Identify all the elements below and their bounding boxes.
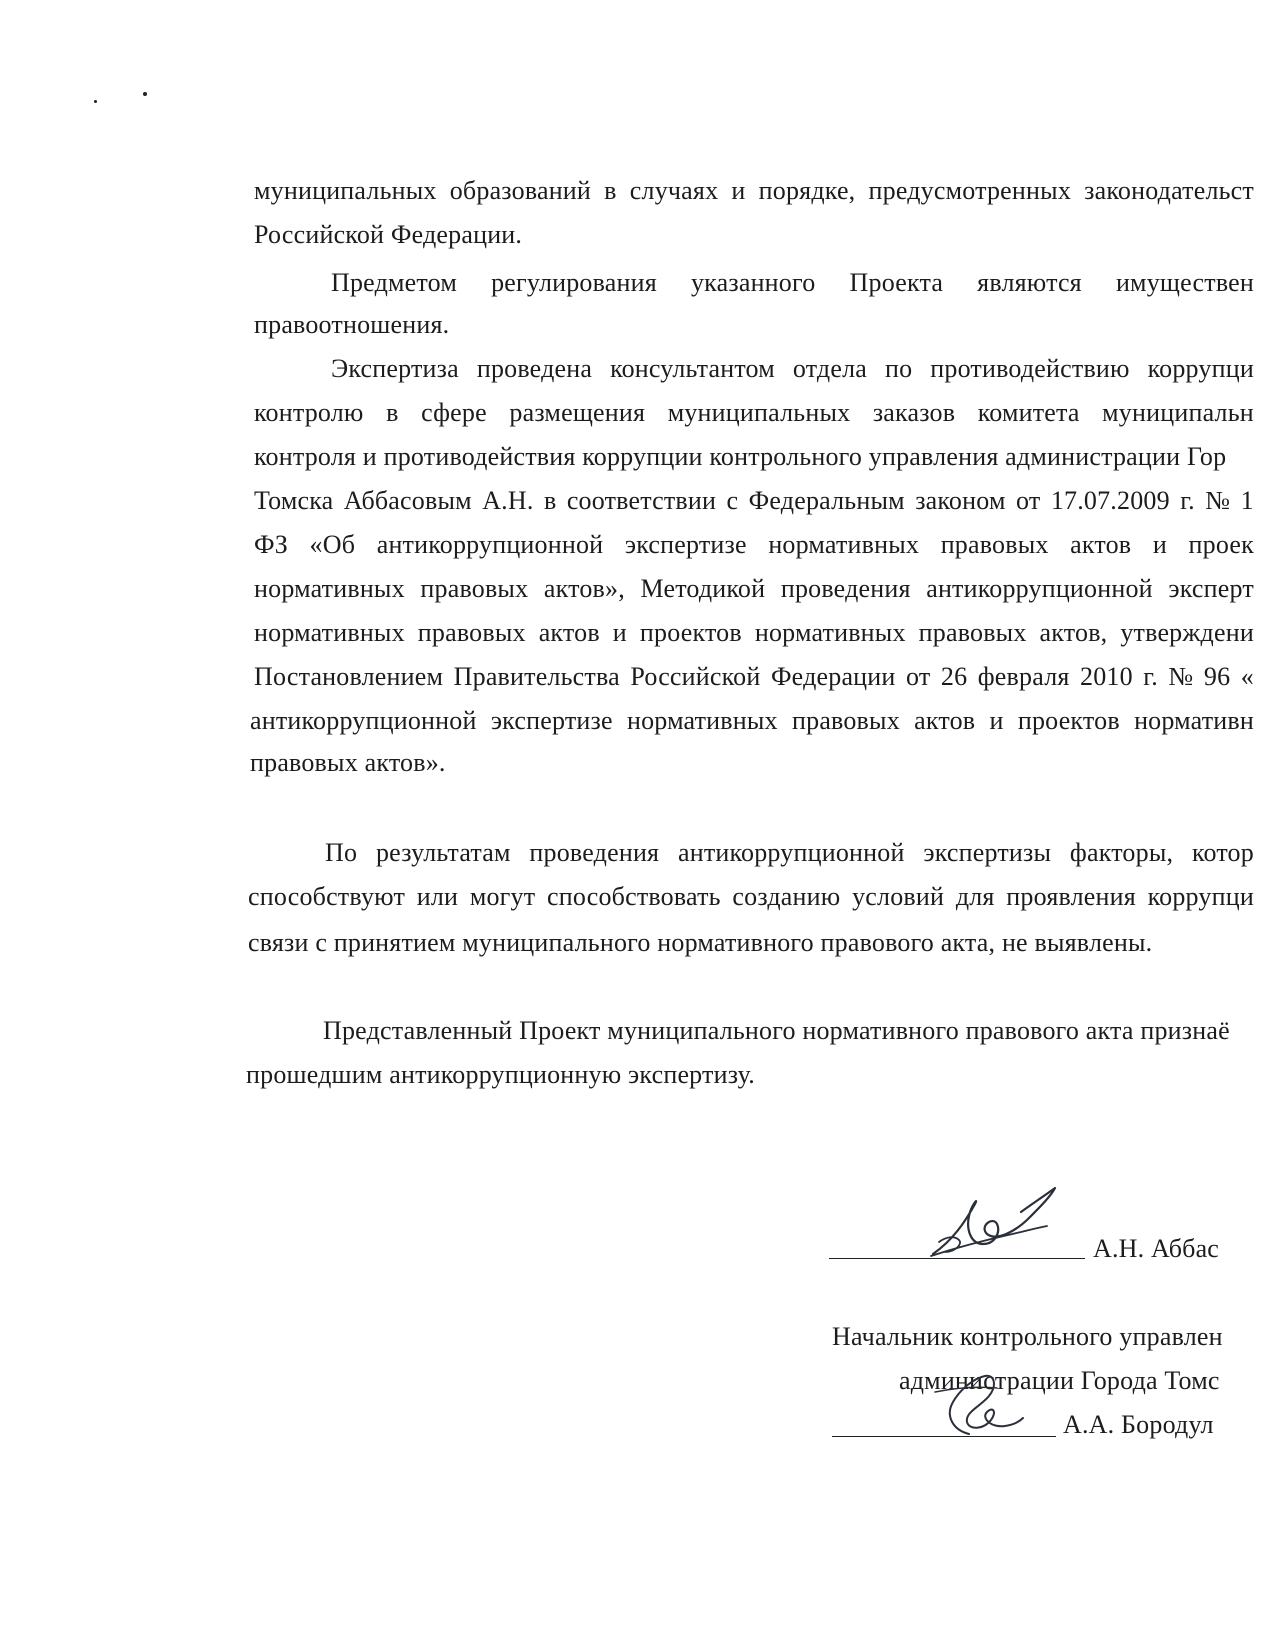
signature-line-2 xyxy=(832,1436,1056,1437)
word: в xyxy=(386,398,399,427)
word: антикоррупционной xyxy=(250,706,477,735)
word: муниципальных xyxy=(667,398,851,427)
word: созданию xyxy=(732,882,841,911)
word: февраля xyxy=(977,662,1070,691)
word: проектов xyxy=(1017,706,1120,735)
word: в xyxy=(543,486,557,515)
word: актов», xyxy=(543,574,625,603)
word: антикоррупционной xyxy=(677,838,905,867)
signatory-title-line-2: администрации Города Томс xyxy=(899,1366,1220,1395)
word: случаях xyxy=(629,176,719,205)
paragraph-expertise-line-1 xyxy=(331,354,1254,384)
word: г. xyxy=(1143,662,1158,691)
word: результатам xyxy=(375,838,511,867)
paragraph-results-line-1 xyxy=(325,838,1254,868)
word: г. xyxy=(1180,486,1195,515)
word: А.Н. xyxy=(482,486,534,515)
word: и xyxy=(989,706,1004,735)
paragraph-conclusion-line-2: прошедшим антикоррупционную экспертизу. xyxy=(246,1060,755,1089)
word: нормативн xyxy=(1134,706,1254,735)
paragraph-results-line-2 xyxy=(248,882,1254,912)
signature-abbasov xyxy=(925,1182,1060,1264)
word: проектов xyxy=(639,618,742,647)
word: в xyxy=(604,176,617,205)
word: Аббасовым xyxy=(343,486,472,515)
word: нормативных xyxy=(254,574,405,603)
word: № xyxy=(1168,662,1194,691)
paragraph-continuation-line-1 xyxy=(254,176,1254,206)
word: способствуют xyxy=(248,882,406,911)
paragraph-expertise-line-7 xyxy=(254,618,1254,648)
word: регулирования xyxy=(491,268,657,297)
word: и xyxy=(1152,530,1167,559)
word: указанного xyxy=(690,268,816,297)
word: котор xyxy=(1191,838,1254,867)
word: проек xyxy=(1188,530,1254,559)
word: Томска xyxy=(254,486,334,515)
word: по xyxy=(884,354,913,383)
word: 2010 xyxy=(1080,662,1133,691)
scan-speck xyxy=(143,92,147,96)
word: для xyxy=(955,882,995,911)
word: «Об xyxy=(309,530,356,559)
word: Проекта xyxy=(849,268,944,297)
word: экспертизе xyxy=(624,530,747,559)
word: утверждени xyxy=(1120,618,1254,647)
word: нормативных xyxy=(754,618,906,647)
word: антикоррупционной xyxy=(926,574,1153,603)
word: законодательст xyxy=(1084,176,1254,205)
word: контролю xyxy=(254,398,364,427)
word: от xyxy=(1016,486,1041,515)
word: коррупци xyxy=(1147,882,1254,911)
word: способствовать xyxy=(547,882,721,911)
signatory-title-line-1: Начальник контрольного управлен xyxy=(832,1322,1223,1351)
word: Экспертиза xyxy=(331,354,459,383)
paragraph-conclusion-line-1: Представленный Проект муниципального нормативного правового акта признаё xyxy=(323,1016,1230,1045)
word: нормативных xyxy=(768,530,920,559)
word: муниципальных xyxy=(254,176,437,205)
word: проведения xyxy=(780,574,911,603)
word: образований xyxy=(449,176,592,205)
scan-speck xyxy=(94,100,97,103)
word: актов, xyxy=(1039,618,1108,647)
word: муниципальн xyxy=(1102,398,1254,427)
word: Федерации xyxy=(770,662,896,691)
word: могут xyxy=(469,882,536,911)
word: Предметом xyxy=(331,268,457,297)
word: условий xyxy=(852,882,945,911)
paragraph-expertise-line-3: контроля и противодействия коррупции контрольного управления администрации Гор xyxy=(254,442,1227,471)
paragraph-expertise-line-2 xyxy=(254,398,1254,428)
word: и xyxy=(731,176,746,205)
word: коррупци xyxy=(1147,354,1254,383)
word: проявления xyxy=(1006,882,1136,911)
word: отдела xyxy=(792,354,868,383)
paragraph-subject-line-2: правоотношения. xyxy=(254,310,450,339)
word: факторы, xyxy=(1069,838,1174,867)
word: противодействию xyxy=(930,354,1130,383)
word: антикоррупционной xyxy=(376,530,604,559)
word: размещения xyxy=(509,398,646,427)
word: актов xyxy=(1070,530,1132,559)
word: с xyxy=(726,486,739,515)
word: « xyxy=(1240,662,1254,691)
signatory-name-1: А.Н. Аббас xyxy=(1093,1234,1220,1263)
word: актов xyxy=(538,618,600,647)
word: комитета xyxy=(977,398,1080,427)
word: 17.07.2009 xyxy=(1050,486,1170,515)
word: законом xyxy=(915,486,1006,515)
word: правовых xyxy=(792,706,900,735)
word: правовых xyxy=(420,574,529,603)
word: 1 xyxy=(1240,486,1254,515)
signature-borodulin xyxy=(935,1368,1025,1440)
word: проведения xyxy=(529,838,660,867)
paragraph-results-line-3: связи с принятием муниципального нормативного правового акта, не выявлены. xyxy=(248,928,1153,957)
paragraph-expertise-line-9 xyxy=(250,706,1254,736)
word: соответствии xyxy=(566,486,717,515)
word: Постановлением xyxy=(254,662,444,691)
word: Российской xyxy=(630,662,761,691)
word: являются xyxy=(977,268,1082,297)
paragraph-expertise-line-4 xyxy=(254,486,1254,516)
word: нормативных xyxy=(626,706,778,735)
word: эксперт xyxy=(1168,574,1254,603)
word: 96 xyxy=(1203,662,1231,691)
word: заказов xyxy=(872,398,956,427)
word: предусмотренных xyxy=(868,176,1072,205)
word: имуществен xyxy=(1115,268,1254,297)
word: консультантом xyxy=(610,354,775,383)
signature-line-1 xyxy=(829,1258,1085,1259)
word: ФЗ xyxy=(254,530,288,559)
paragraph-expertise-line-5 xyxy=(254,530,1254,560)
word: экспертизы xyxy=(923,838,1052,867)
word: правовых xyxy=(940,530,1049,559)
word: проведена xyxy=(476,354,593,383)
word: актов xyxy=(914,706,976,735)
word: Правительства xyxy=(453,662,620,691)
word: № xyxy=(1205,486,1231,515)
word: Методикой xyxy=(640,574,766,603)
word: порядке, xyxy=(758,176,856,205)
word: экспертизе xyxy=(490,706,613,735)
paragraph-continuation-line-2: Российской Федерации. xyxy=(254,220,523,249)
signatory-name-2: А.А. Бородул xyxy=(1063,1410,1214,1439)
paragraph-expertise-line-6 xyxy=(254,574,1254,604)
word: правовых xyxy=(918,618,1027,647)
word: нормативных xyxy=(254,618,405,647)
word: правовых xyxy=(417,618,526,647)
paragraph-expertise-line-10: правовых актов». xyxy=(250,748,446,777)
paragraph-expertise-line-8 xyxy=(254,662,1254,692)
word: По xyxy=(325,838,358,867)
word: или xyxy=(416,882,459,911)
word: сфере xyxy=(421,398,487,427)
word: 26 xyxy=(940,662,968,691)
word: Федеральным xyxy=(748,486,905,515)
word: и xyxy=(612,618,627,647)
word: от xyxy=(906,662,931,691)
paragraph-subject-line-1 xyxy=(331,268,1254,298)
